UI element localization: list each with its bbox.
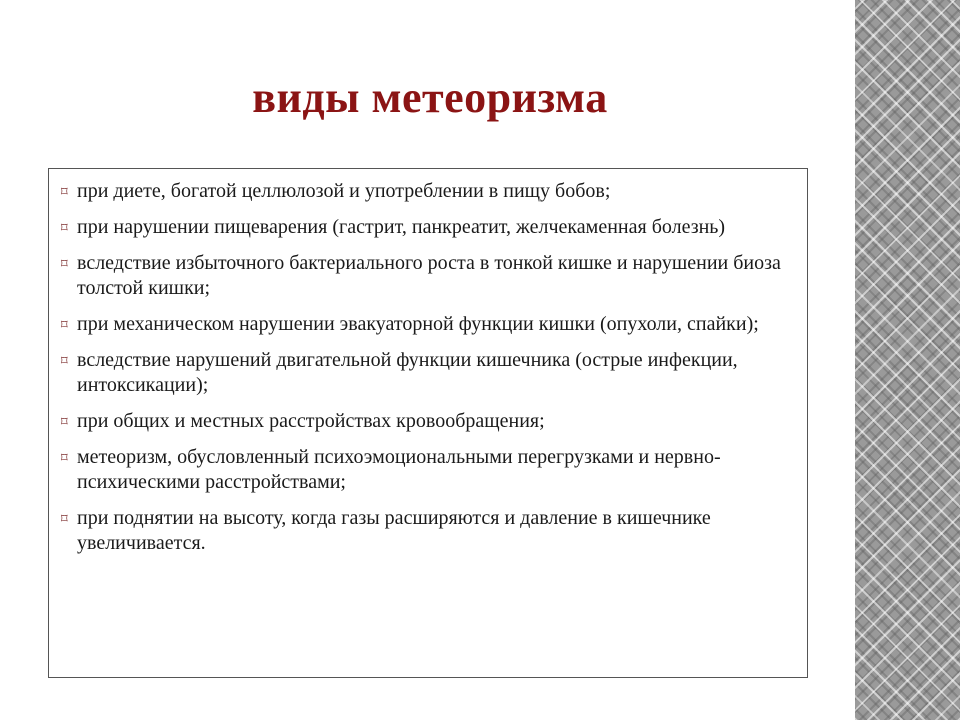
decorative-side-pattern (855, 0, 960, 720)
list-item (61, 445, 793, 495)
list-item (61, 312, 793, 337)
bullet-icon: ⌑ (61, 220, 68, 235)
list-item-text: метеоризм, обусловленный психоэмоциональными перегрузками и нервно-психическими расстройствами; (77, 446, 721, 493)
bullet-icon: ⌑ (61, 353, 68, 368)
list-item (61, 251, 793, 301)
bullet-icon: ⌑ (61, 414, 68, 429)
slide-title: виды метеоризма (252, 73, 608, 122)
list-item (61, 215, 793, 240)
bullet-list (61, 179, 793, 556)
list-item-text: вследствие нарушений двигательной функции кишечника (острые инфекции, интоксикации); (77, 349, 738, 396)
list-item-text: при поднятии на высоту, когда газы расширяются и давление в кишечнике увеличивается. (77, 507, 711, 554)
list-item (61, 179, 793, 204)
bullet-icon: ⌑ (61, 184, 68, 199)
list-item-text: при нарушении пищеварения (гастрит, панкреатит, желчекаменная болезнь) (77, 216, 726, 238)
content-box (48, 168, 808, 678)
list-item-text: при общих и местных расстройствах кровообращения; (77, 410, 545, 432)
list-item (61, 506, 793, 556)
list-item-text: при диете, богатой целлюлозой и употреблении в пищу бобов; (77, 180, 611, 202)
bullet-icon: ⌑ (61, 317, 68, 332)
bullet-icon: ⌑ (61, 450, 68, 465)
bullet-icon: ⌑ (61, 511, 68, 526)
list-item (61, 409, 793, 434)
bullet-icon: ⌑ (61, 256, 68, 271)
list-item (61, 348, 793, 398)
list-item-text: вследствие избыточного бактериального роста в тонкой кишке и нарушении биоза толстой кишки; (77, 252, 781, 299)
list-item-text: при механическом нарушении эвакуаторной функции кишки (опухоли, спайки); (77, 313, 759, 335)
